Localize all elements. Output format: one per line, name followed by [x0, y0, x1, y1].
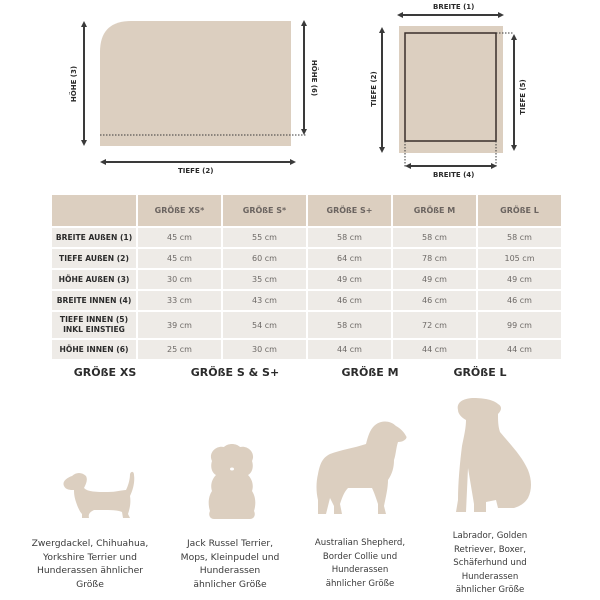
top-view-diagram [360, 0, 540, 185]
size-title-l: GRÖßE L [453, 366, 507, 379]
label-depth: TIEFE (2) [178, 167, 214, 175]
table-cell: 58 cm [478, 228, 561, 247]
size-desc-m [300, 537, 420, 591]
table-cell: 46 cm [478, 291, 561, 310]
desc-line: ähnlicher Größe [193, 578, 267, 590]
desc-line: Hunderassen ähnlicher [36, 565, 144, 576]
top-view-graphic [360, 0, 540, 185]
table-cell: 99 cm [478, 312, 561, 338]
table-row [52, 312, 561, 338]
table-cell: 43 cm [223, 291, 306, 310]
table-corner [52, 195, 136, 226]
label-width-outer: BREITE (1) [433, 3, 475, 11]
table-cell: 30 cm [223, 340, 306, 359]
side-view-diagram [0, 0, 340, 185]
label-width-inner: BREITE (4) [433, 171, 475, 179]
size-desc-xs [10, 537, 170, 591]
desc-line: Hunderassen [461, 571, 519, 582]
row-header [52, 312, 136, 338]
row-header: HÖHE AUßEN (3) [52, 270, 136, 289]
label-depth-inner: TIEFE (5) [519, 79, 527, 115]
table-cell: 35 cm [223, 270, 306, 289]
table-cell: 105 cm [478, 249, 561, 268]
table-header-row [52, 195, 561, 226]
side-view-graphic [0, 0, 340, 185]
table-cell: 44 cm [393, 340, 476, 359]
desc-line: Border Collie und [322, 551, 398, 562]
table-cell: 25 cm [138, 340, 221, 359]
table-cell: 49 cm [478, 270, 561, 289]
desc-line: Hunderassen [199, 565, 261, 576]
desc-line: Hunderassen [331, 565, 389, 575]
table-cell: 58 cm [308, 312, 391, 338]
table-cell: 72 cm [393, 312, 476, 338]
dachshund-icon [60, 468, 140, 520]
table-cell: 46 cm [308, 291, 391, 310]
shepherd-dog-icon [312, 418, 410, 518]
table-cell: 49 cm [393, 270, 476, 289]
column-header: GRÖßE L [478, 195, 561, 226]
desc-line: Labrador, Golden [452, 531, 528, 541]
table-cell: 64 cm [308, 249, 391, 268]
size-title-xs: GRÖßE XS [73, 366, 137, 379]
desc-line: Retriever, Boxer, [453, 544, 527, 555]
label-height-outer: HÖHE (3) [70, 65, 78, 103]
label-height-inner: HÖHE (6) [310, 59, 318, 97]
table-cell: 78 cm [393, 249, 476, 268]
size-title-s: GRÖßE S & S+ [190, 366, 280, 379]
row-header-line1: TIEFE INNEN (5) [59, 315, 129, 324]
desc-line: Schäferhund und [453, 558, 527, 568]
desc-line: Mops, Kleinpudel und [180, 551, 280, 563]
size-desc-l [440, 530, 540, 598]
table-cell: 44 cm [308, 340, 391, 359]
label-depth-outer: TIEFE (2) [370, 71, 378, 107]
poodle-icon [202, 443, 262, 521]
desc-line: Größe [76, 578, 104, 590]
table-cell: 45 cm [138, 249, 221, 268]
table-row [52, 340, 561, 359]
table-cell: 46 cm [393, 291, 476, 310]
desc-line: Yorkshire Terrier und [43, 551, 137, 563]
table-cell: 44 cm [478, 340, 561, 359]
table-cell: 58 cm [308, 228, 391, 247]
desc-line: ähnlicher Größe [455, 585, 525, 595]
column-header: GRÖßE M [393, 195, 476, 226]
column-header: GRÖßE XS* [138, 195, 221, 226]
size-title-m: GRÖßE M [341, 366, 399, 379]
labrador-icon [452, 396, 540, 516]
desc-line: Jack Russel Terrier, [186, 538, 274, 549]
column-header: GRÖßE S* [223, 195, 306, 226]
table-cell: 60 cm [223, 249, 306, 268]
table-row [52, 270, 561, 289]
row-header: TIEFE AUßEN (2) [52, 249, 136, 268]
table-cell: 30 cm [138, 270, 221, 289]
table-cell: 55 cm [223, 228, 306, 247]
row-header-line2: INKL EINSTIEG [63, 325, 125, 334]
table-cell: 54 cm [223, 312, 306, 338]
table-row [52, 249, 561, 268]
size-desc-s [160, 537, 300, 591]
table-cell: 49 cm [308, 270, 391, 289]
table-cell: 39 cm [138, 312, 221, 338]
table-cell: 33 cm [138, 291, 221, 310]
row-header: HÖHE INNEN (6) [52, 340, 136, 359]
column-header: GRÖßE S+ [308, 195, 391, 226]
desc-line: ähnlicher Größe [325, 578, 395, 589]
table-row [52, 228, 561, 247]
desc-line: Zwergdackel, Chihuahua, [31, 538, 149, 549]
table-cell: 45 cm [138, 228, 221, 247]
desc-line: Australian Shepherd, [314, 538, 406, 548]
table-cell: 58 cm [393, 228, 476, 247]
row-header: BREITE AUßEN (1) [52, 228, 136, 247]
row-header: BREITE INNEN (4) [52, 291, 136, 310]
table-row [52, 291, 561, 310]
size-table [50, 193, 563, 361]
